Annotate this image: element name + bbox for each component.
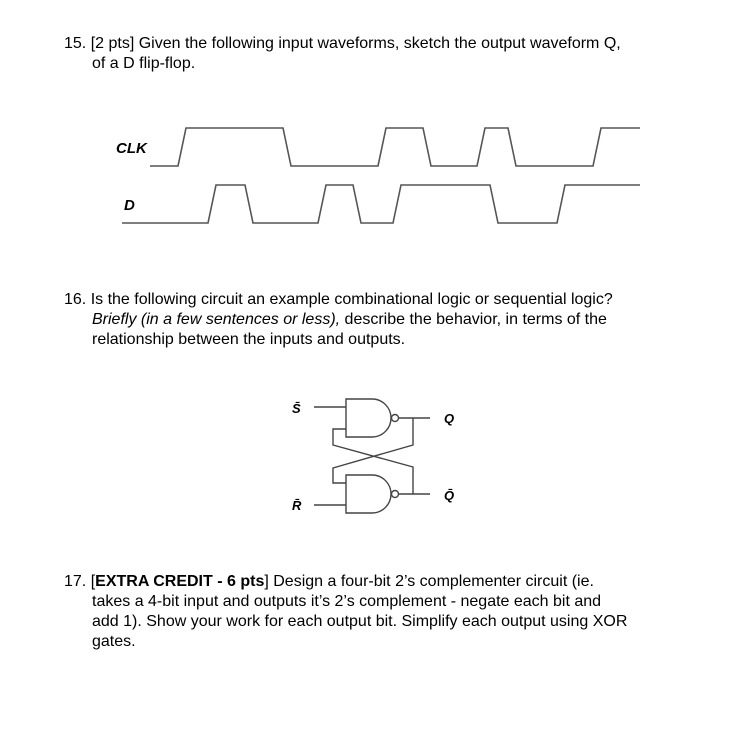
question-16-italic-text: Briefly (in a few sentences or less), [92, 311, 345, 328]
clk-waveform [150, 128, 640, 166]
question-15-line-1: 15. [2 pts] Given the following input waveforms, sketch the output waveform Q, [64, 35, 621, 52]
q-bar-label: Q̄ [444, 488, 455, 503]
question-17 [64, 572, 704, 652]
d-waveform [122, 185, 640, 223]
question-17-line-1-rest: ] Design a four-bit 2’s complementer circuit (ie. [264, 573, 594, 590]
feedback-qbar-wire [333, 429, 413, 494]
extra-credit-label: EXTRA CREDIT - 6 pts [95, 573, 265, 590]
nand-gate-top [346, 399, 391, 437]
clk-label: CLK [116, 140, 147, 157]
sr-latch-diagram [314, 399, 430, 513]
d-label: D [124, 197, 135, 214]
nand-bubble-bottom [392, 491, 399, 498]
question-17-line-4: gates. [92, 633, 136, 650]
question-16-line-2 [64, 310, 704, 330]
waveform-diagram [122, 128, 640, 223]
question-16 [64, 290, 704, 350]
r-bar-label: R̄ [292, 498, 302, 513]
s-bar-label: S̄ [292, 401, 301, 416]
nand-gate-bottom [346, 475, 391, 513]
feedback-q-wire [333, 418, 413, 483]
nand-bubble-top [392, 415, 399, 422]
question-16-line-3: relationship between the inputs and outputs. [92, 331, 406, 348]
question-15-line-2: of a D flip-flop. [92, 55, 196, 72]
question-17-line-3: add 1). Show your work for each output bit. Simplify each output using XOR [92, 613, 628, 630]
question-17-line-1 [64, 572, 704, 592]
question-16-line-2-rest: describe the behavior, in terms of the [344, 311, 607, 328]
question-17-prefix: 17. [ [64, 573, 96, 590]
question-16-line-1: 16. Is the following circuit an example combinational logic or sequential logic? [64, 291, 613, 308]
q-label: Q [444, 411, 455, 426]
question-17-line-2: takes a 4-bit input and outputs it’s 2’s complement - negate each bit and [92, 593, 602, 610]
